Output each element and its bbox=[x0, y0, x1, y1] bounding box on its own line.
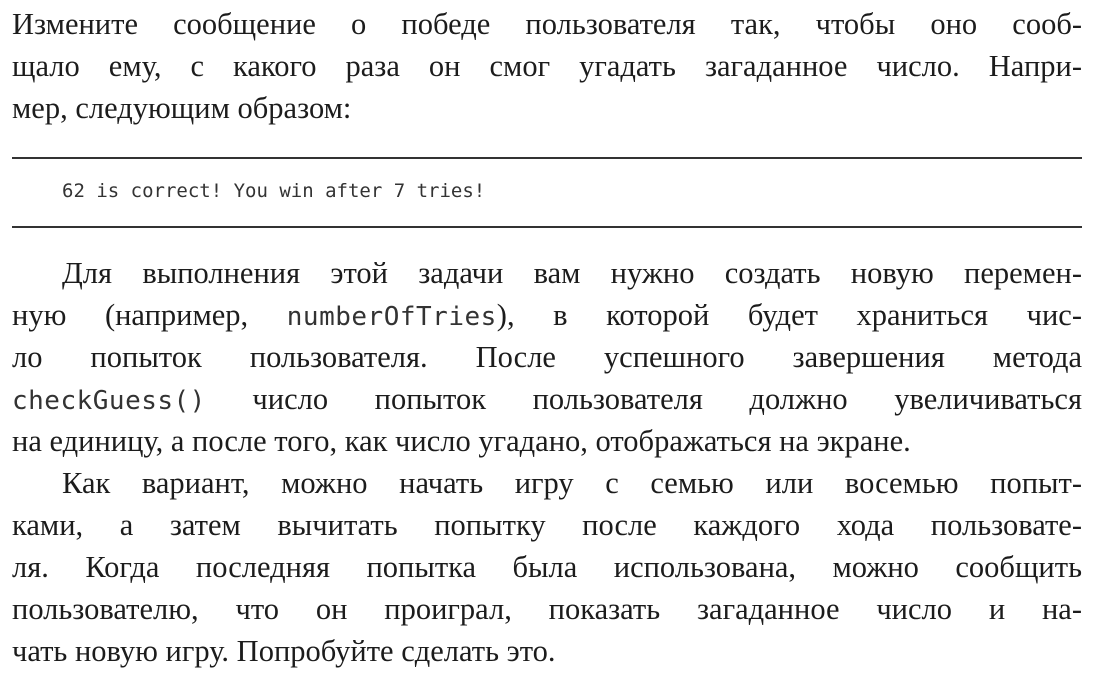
paragraph1-line-2 bbox=[12, 294, 1082, 336]
intro-paragraph bbox=[12, 3, 1082, 129]
paragraph1-line-2-start: ную (например, bbox=[12, 298, 287, 332]
example-bottom-rule bbox=[12, 226, 1082, 228]
variable-name-code: numberOfTries bbox=[286, 302, 497, 332]
paragraph1-line-1: Для выполнения этой задачи вам нужно создать новую перемен- bbox=[62, 256, 1082, 290]
paragraph1-line-4 bbox=[12, 378, 1082, 420]
intro-line-2: щало ему, с какого раза он смог угадать загаданное число. Напри- bbox=[12, 49, 1082, 83]
paragraph1-line-4-end: число попыток пользователя должно увеличиваться bbox=[205, 382, 1082, 416]
console-output-example: 62 is correct! You win after 7 tries! bbox=[62, 180, 486, 202]
paragraph2-line-4: пользователю, что он проиграл, показать загаданное число и на- bbox=[12, 592, 1082, 626]
paragraph1-line-3: ло попыток пользователя. После успешного завершения метода bbox=[12, 340, 1082, 374]
example-top-rule bbox=[12, 157, 1082, 159]
instructions-text bbox=[12, 252, 1082, 672]
paragraph2-line-3: ля. Когда последняя попытка была использована, можно сообщить bbox=[12, 550, 1082, 584]
method-name-code: checkGuess() bbox=[12, 386, 206, 416]
paragraph1-line-5: на единицу, а после того, как число угадано, отображаться на экране. bbox=[12, 424, 911, 458]
intro-line-1: Измените сообщение о победе пользователя так, чтобы оно сооб- bbox=[12, 7, 1082, 41]
intro-line-3: мер, следующим образом: bbox=[12, 91, 352, 125]
paragraph2-line-5: чать новую игру. Попробуйте сделать это. bbox=[12, 634, 556, 668]
paragraph2-line-1: Как вариант, можно начать игру с семью или восемью попыт- bbox=[62, 466, 1082, 500]
paragraph2-line-2: ками, а затем вычитать попытку после каждого хода пользовате- bbox=[12, 508, 1082, 542]
paragraph1-line-2-end: ), в которой будет храниться чис- bbox=[496, 298, 1082, 332]
